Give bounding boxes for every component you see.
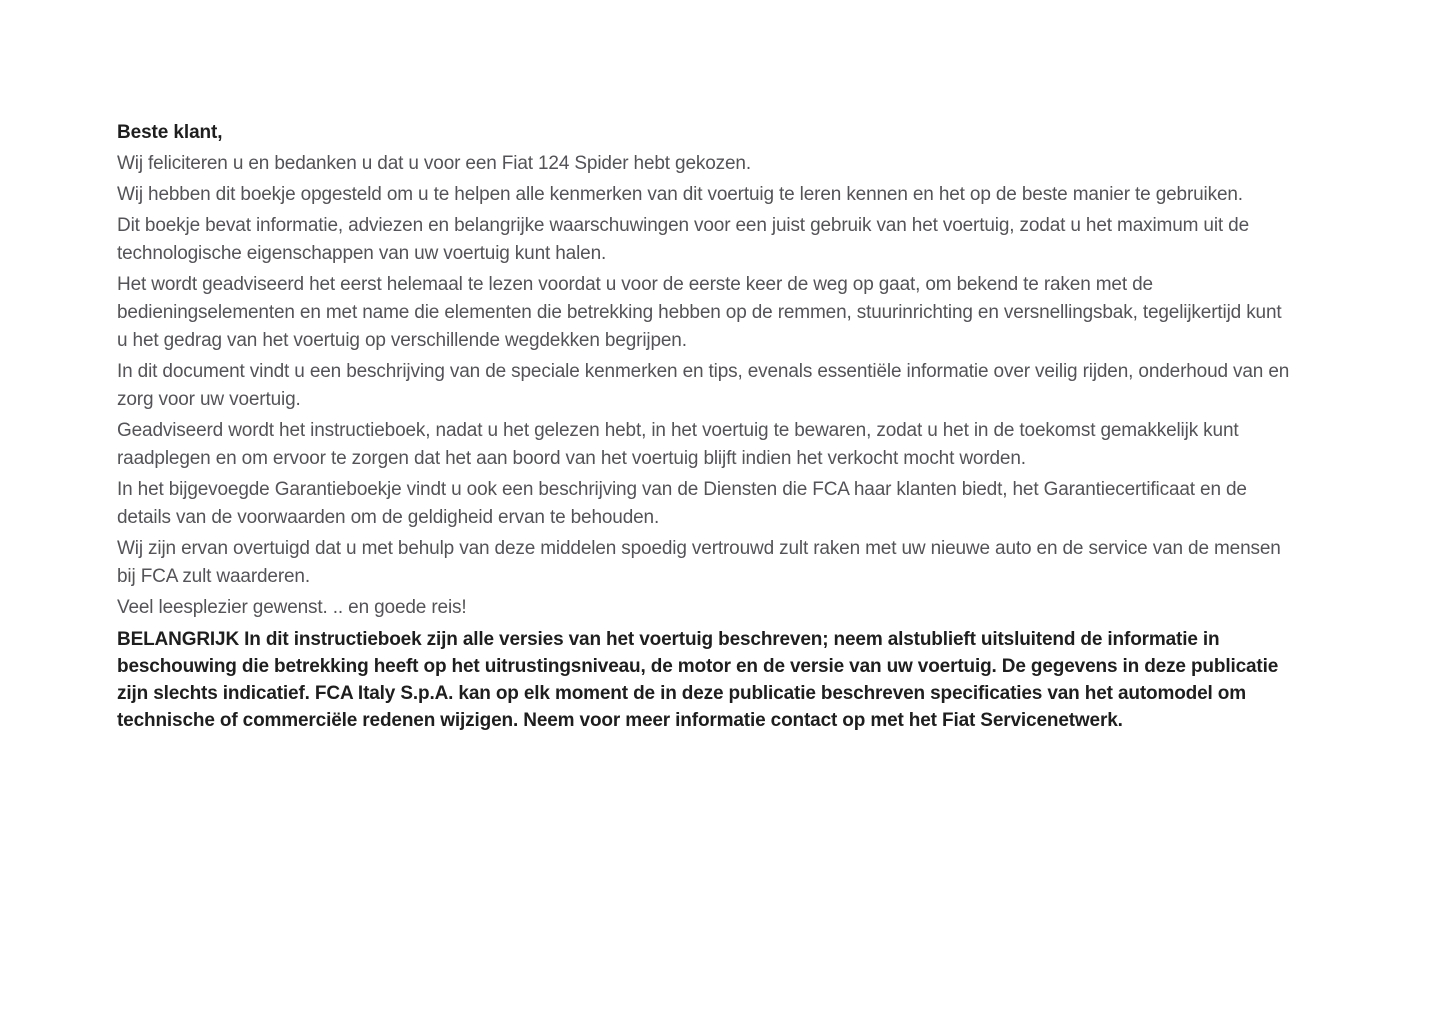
paragraph: Het wordt geadviseerd het eerst helemaal te lezen voordat u voor de eerste keer de weg op gaat, om bekend te raken met de bedieningselementen en met name die elementen die betrekking hebben op de remmen, stuurinrichting en versnellingsbak, tegelijkertijd kunt u het gedrag van het voertuig op verschillende wegdekken begrijpen. bbox=[117, 274, 1282, 351]
salutation-heading: Beste klant, bbox=[117, 122, 223, 143]
intro-paragraph: Wij feliciteren u en bedanken u dat u voor een Fiat 124 Spider hebt gekozen. bbox=[117, 153, 751, 174]
page-content bbox=[117, 119, 1297, 734]
important-note: BELANGRIJK In dit instructieboek zijn alle versies van het voertuig beschreven; neem alstublieft uitsluitend de informatie in beschouwing die betrekking heeft op het uitrustingsniveau, de motor en de versie van uw voertuig. De gegevens in deze publicatie zijn slechts indicatief. FCA Italy S.p.A. kan op elk moment de in deze publicatie beschreven specificaties van het automodel om technische of commerciële redenen wijzigen. Neem voor meer informatie contact op met het Fiat Servicenetwerk. bbox=[117, 629, 1279, 731]
paragraph: In het bijgevoegde Garantieboekje vindt u ook een beschrijving van de Diensten die FCA haar klanten biedt, het Garantiecertificaat en de details van de voorwaarden om de geldigheid ervan te behouden. bbox=[117, 479, 1247, 528]
paragraph: In dit document vindt u een beschrijving van de speciale kenmerken en tips, evenals essentiële informatie over veilig rijden, onderhoud van en zorg voor uw voertuig. bbox=[117, 361, 1290, 410]
paragraph: Wij hebben dit boekje opgesteld om u te helpen alle kenmerken van dit voertuig te leren kennen en het op de beste manier te gebruiken. bbox=[117, 184, 1243, 205]
paragraph: Wij zijn ervan overtuigd dat u met behulp van deze middelen spoedig vertrouwd zult raken met uw nieuwe auto en de service van de mensen bij FCA zult waarderen. bbox=[117, 538, 1281, 587]
closing-wish-paragraph: Veel leesplezier gewenst. .. en goede reis! bbox=[117, 597, 467, 618]
paragraph: Geadviseerd wordt het instructieboek, nadat u het gelezen hebt, in het voertuig te bewaren, zodat u het in de toekomst gemakkelijk kunt raadplegen en om ervoor te zorgen dat het aan boord van het voertuig blijft indien het verkocht mocht worden. bbox=[117, 420, 1239, 469]
paragraph: Dit boekje bevat informatie, adviezen en belangrijke waarschuwingen voor een juist gebruik van het voertuig, zodat u het maximum uit de technologische eigenschappen van uw voertuig kunt halen. bbox=[117, 215, 1250, 264]
